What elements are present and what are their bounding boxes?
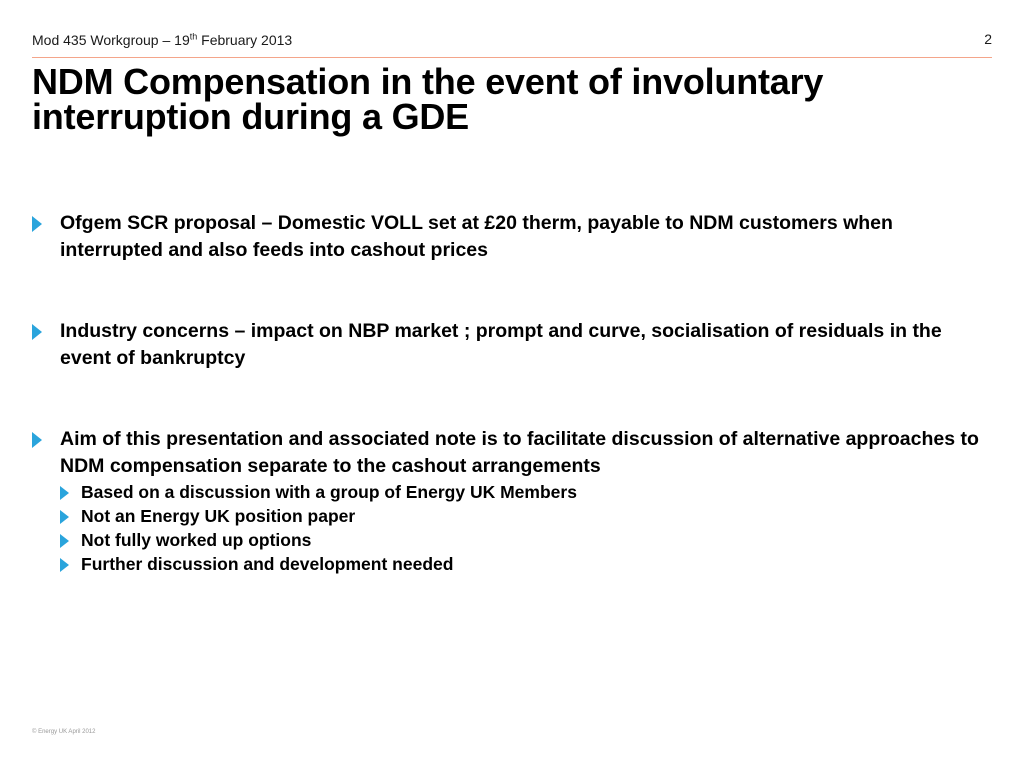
header-divider: [32, 57, 992, 58]
bullet-text: Aim of this presentation and associated note is to facilitate discussion of alternative approaches to NDM compensation separate to the cashout arrangements: [60, 428, 979, 477]
bullet-item: [32, 426, 992, 576]
arrow-bullet-icon: [32, 432, 42, 448]
page-number: 2: [984, 31, 992, 47]
sub-bullet-item: [60, 552, 992, 576]
sub-bullet-text: Further discussion and development needed: [81, 554, 454, 574]
sub-bullet-text: Not an Energy UK position paper: [81, 506, 356, 526]
arrow-bullet-icon: [32, 216, 42, 232]
arrow-bullet-icon: [60, 534, 69, 548]
sub-bullet-item: [60, 480, 992, 504]
arrow-bullet-icon: [60, 486, 69, 500]
sub-bullet-text: Based on a discussion with a group of Energy UK Members: [81, 482, 577, 502]
sub-bullet-text: Not fully worked up options: [81, 530, 312, 550]
arrow-bullet-icon: [32, 324, 42, 340]
copyright-footer: © Energy UK April 2012: [32, 729, 96, 735]
slide-header: [32, 31, 992, 48]
header-text: Mod 435 Workgroup – 19th February 2013: [32, 31, 293, 48]
sub-bullet-item: [60, 504, 992, 528]
bullet-item: [32, 318, 992, 372]
sub-bullet-list: [60, 480, 992, 576]
arrow-bullet-icon: [60, 558, 69, 572]
arrow-bullet-icon: [60, 510, 69, 524]
slide-title: NDM Compensation in the event of involuntary interruption during a GDE: [32, 61, 824, 137]
sub-bullet-item: [60, 528, 992, 552]
bullet-text: Ofgem SCR proposal – Domestic VOLL set at £20 therm, payable to NDM customers when interrupted and also feeds into cashout prices: [60, 212, 893, 261]
bullet-item: [32, 210, 992, 264]
bullet-text: Industry concerns – impact on NBP market ; prompt and curve, socialisation of residuals in the event of bankruptcy: [60, 320, 942, 369]
